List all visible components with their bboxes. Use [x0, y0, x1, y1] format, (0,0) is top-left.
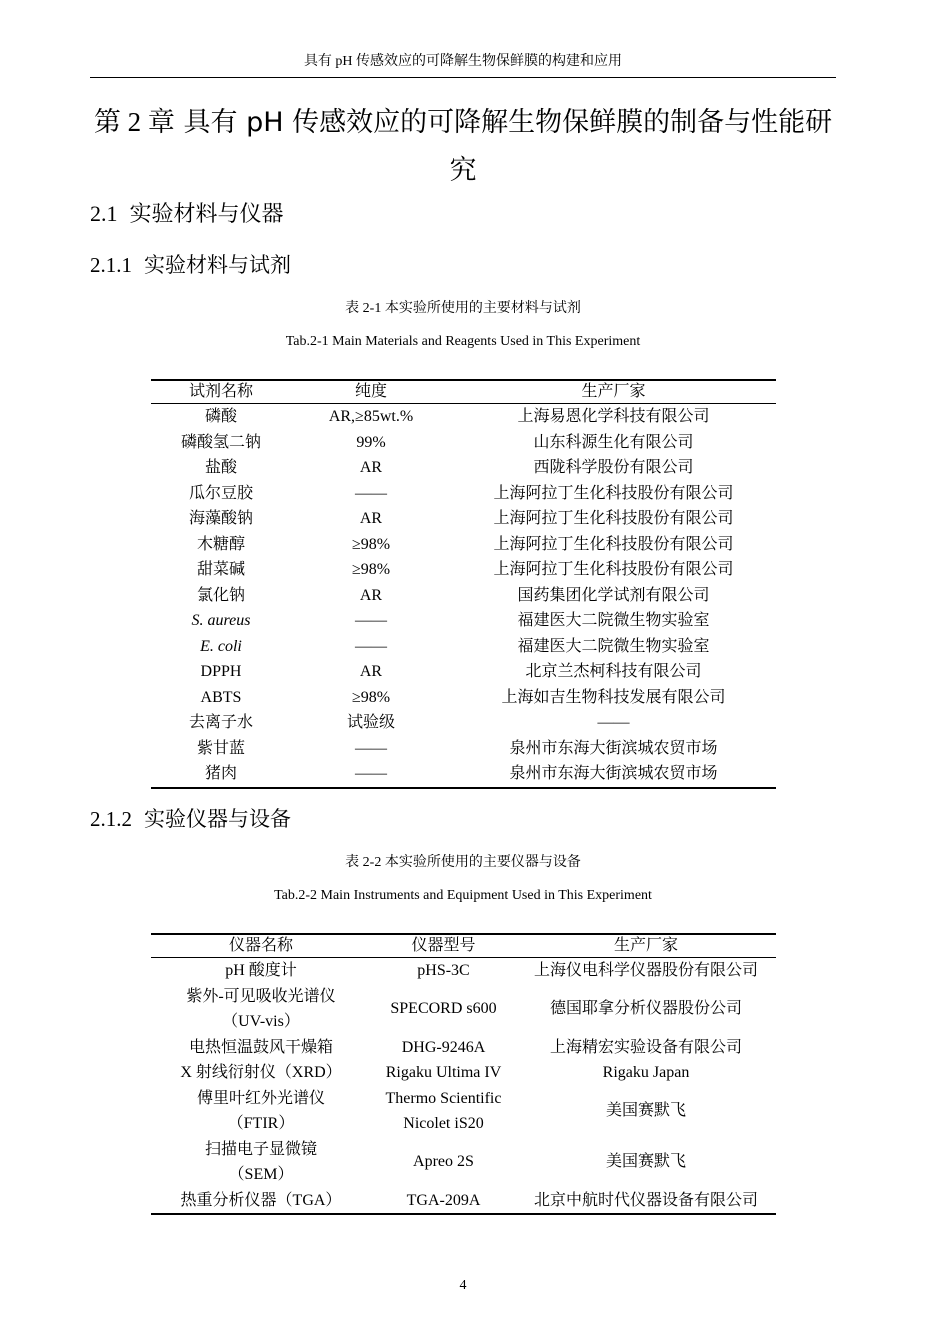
- table-cell: 西陇科学股份有限公司: [533, 459, 694, 476]
- table-cell: [371, 1188, 516, 1215]
- cell-line: DHG-9246A: [401, 1038, 486, 1056]
- table-cell: [371, 1137, 516, 1188]
- chapter-title: [90, 98, 836, 195]
- table-cell: ——: [355, 637, 387, 655]
- table-cell: 美国赛默飞: [605, 1153, 686, 1171]
- table-row: [151, 710, 776, 736]
- table-cell: [371, 958, 516, 984]
- table-cell: 去离子水: [188, 714, 253, 731]
- section-title: 实验仪器与设备: [144, 807, 291, 831]
- cell-line: X 射线衍射仪（XRD）: [180, 1064, 342, 1081]
- column-header: 生产厂家: [516, 934, 776, 958]
- cell-line: Nicolet iS20: [403, 1115, 484, 1132]
- table-cell: ——: [355, 739, 387, 757]
- section-number: 2.1.2: [90, 807, 132, 831]
- table-cell: ≥98%: [351, 688, 391, 706]
- table-cell: 北京中航时代仪器设备有限公司: [533, 1191, 758, 1209]
- table-cell: E. coli: [200, 637, 242, 655]
- table-cell: 木糖醇: [196, 535, 245, 553]
- table-cell: 99%: [356, 433, 386, 451]
- header-rule: [90, 77, 836, 78]
- table-cell: 国药集团化学试剂有限公司: [517, 586, 710, 604]
- table-cell: ABTS: [200, 688, 242, 706]
- table-cell: ≥98%: [351, 561, 391, 578]
- table-cell: AR: [359, 663, 383, 680]
- table-row: [151, 1188, 776, 1215]
- instruments-table: [151, 933, 776, 1215]
- cell-line: SPECORD s600: [390, 1000, 497, 1018]
- table-row: [151, 404, 776, 430]
- table-cell: 试验级: [346, 714, 395, 731]
- table-cell: 甜菜碱: [196, 561, 245, 578]
- table-row: [151, 761, 776, 788]
- table-row: [151, 634, 776, 660]
- cell-line: TGA-209A: [406, 1191, 481, 1209]
- table-cell: AR: [359, 586, 383, 604]
- table-cell: AR: [359, 459, 383, 476]
- section-heading-2-1-1: [90, 250, 291, 280]
- table-cell: [151, 1086, 371, 1137]
- table-cell: 上海如吉生物科技发展有限公司: [501, 688, 726, 706]
- table-cell: 美国赛默飞: [605, 1102, 686, 1120]
- table-cell: ——: [355, 765, 387, 782]
- table-row: [151, 1137, 776, 1188]
- table-cell: 盐酸: [204, 459, 237, 476]
- table-cell: ——: [355, 484, 387, 502]
- table-cell: 磷酸: [204, 408, 237, 425]
- table-cell: DPPH: [200, 663, 242, 680]
- table-cell: [151, 984, 371, 1035]
- table2-caption-cn: 表 2-2 本实验所使用的主要仪器与设备: [345, 855, 581, 870]
- table-cell: [151, 1188, 371, 1215]
- table-cell: 猪肉: [204, 765, 237, 782]
- table-cell: 上海阿拉丁生化科技股份有限公司: [493, 484, 734, 502]
- cell-line: Apreo 2S: [413, 1153, 474, 1171]
- table-cell: 德国耶拿分析仪器股份公司: [549, 1000, 742, 1018]
- table-cell: 瓜尔豆胶: [188, 484, 253, 502]
- table-row: [151, 1060, 776, 1086]
- table-row: [151, 557, 776, 583]
- table-cell: 泉州市东海大街滨城农贸市场: [509, 765, 718, 782]
- table-row: [151, 958, 776, 984]
- table-cell: 上海仪电科学仪器股份有限公司: [533, 962, 758, 979]
- page-number: 4: [459, 1278, 467, 1293]
- table-cell: AR,≥85wt.%: [328, 408, 414, 425]
- table-cell: 泉州市东海大街滨城农贸市场: [509, 739, 718, 757]
- cell-line: Rigaku Ultima IV: [385, 1064, 502, 1081]
- table-row: [151, 736, 776, 762]
- table-cell: ≥98%: [351, 535, 391, 553]
- table-row: [151, 1035, 776, 1061]
- table-row: [151, 430, 776, 456]
- section-heading-2-1-2: [90, 804, 291, 834]
- table1-caption-cn: 表 2-1 本实验所使用的主要材料与试剂: [345, 301, 581, 316]
- table-row: [151, 455, 776, 481]
- table-cell: [151, 1060, 371, 1086]
- table-cell: 海藻酸钠: [188, 510, 253, 527]
- table-row: [151, 532, 776, 558]
- cell-line: 电热恒温鼓风干燥箱: [188, 1038, 333, 1056]
- table-cell: Rigaku Japan: [602, 1064, 690, 1081]
- table1-caption-en: Tab.2-1 Main Materials and Reagents Used in This Experiment: [285, 334, 641, 349]
- materials-table: [151, 379, 776, 789]
- cell-line: 傅里叶红外光谱仪: [196, 1089, 325, 1107]
- table-cell: 上海精宏实验设备有限公司: [549, 1038, 742, 1056]
- table-cell: [151, 1035, 371, 1061]
- section-title: 实验材料与仪器: [129, 202, 284, 227]
- table-cell: [151, 958, 371, 984]
- table-cell: AR: [359, 510, 383, 527]
- table-cell: [371, 1035, 516, 1061]
- table-cell: 磷酸氢二钠: [180, 433, 261, 451]
- column-header: 仪器名称: [151, 934, 371, 958]
- table-cell: [371, 1086, 516, 1137]
- table2-caption-en: Tab.2-2 Main Instruments and Equipment Used in This Experiment: [274, 888, 652, 903]
- table-row: [151, 984, 776, 1035]
- table-cell: 上海易恩化学科技有限公司: [517, 408, 710, 425]
- cell-line: Thermo Scientific: [385, 1089, 502, 1107]
- table-cell: 北京兰杰柯科技有限公司: [525, 663, 702, 680]
- cell-line: 紫外-可见吸收光谱仪: [186, 987, 336, 1005]
- table-cell: 上海阿拉丁生化科技股份有限公司: [493, 561, 734, 578]
- table-cell: [371, 984, 516, 1035]
- cell-line: pH 酸度计: [225, 962, 297, 979]
- table-cell: 紫甘蓝: [196, 739, 245, 757]
- table-cell: 福建医大二院微生物实验室: [517, 637, 710, 655]
- section-heading-2-1: [90, 199, 284, 230]
- table-cell: 上海阿拉丁生化科技股份有限公司: [493, 535, 734, 553]
- cell-line: （FTIR）: [227, 1115, 295, 1132]
- table-cell: 山东科源生化有限公司: [533, 433, 694, 451]
- table-row: [151, 608, 776, 634]
- chapter-title-text: 具有 pH 传感效应的可降解生物保鲜膜的制备与性能研究: [183, 107, 833, 186]
- table-cell: 氯化钠: [196, 586, 245, 604]
- table-cell: ——: [597, 714, 630, 731]
- column-header: 生产厂家: [451, 380, 776, 404]
- table-cell: ——: [355, 612, 387, 629]
- table-row: [151, 1086, 776, 1137]
- column-header: 试剂名称: [151, 380, 291, 404]
- table-cell: 福建医大二院微生物实验室: [517, 612, 710, 629]
- cell-line: pHS-3C: [417, 962, 470, 979]
- section-number: 2.1.1: [90, 253, 132, 277]
- table-cell: S. aureus: [191, 612, 251, 629]
- table-row: [151, 685, 776, 711]
- cell-line: （SEM）: [228, 1166, 294, 1183]
- table-row: [151, 481, 776, 507]
- column-header: 仪器型号: [371, 934, 516, 958]
- table-cell: 上海阿拉丁生化科技股份有限公司: [493, 510, 734, 527]
- table-row: [151, 659, 776, 685]
- table-row: [151, 583, 776, 609]
- cell-line: 热重分析仪器（TGA）: [180, 1191, 342, 1209]
- section-title: 实验材料与试剂: [144, 253, 291, 277]
- table-cell: [151, 1137, 371, 1188]
- table-row: [151, 506, 776, 532]
- section-number: 2.1: [90, 201, 118, 226]
- chapter-number: 第 2 章: [93, 107, 175, 137]
- column-header: 纯度: [291, 380, 451, 404]
- cell-line: 扫描电子显微镜: [204, 1140, 317, 1158]
- table-cell: [371, 1060, 516, 1086]
- running-head: 具有 pH 传感效应的可降解生物保鲜膜的构建和应用: [303, 54, 623, 69]
- cell-line: （UV-vis）: [222, 1013, 300, 1030]
